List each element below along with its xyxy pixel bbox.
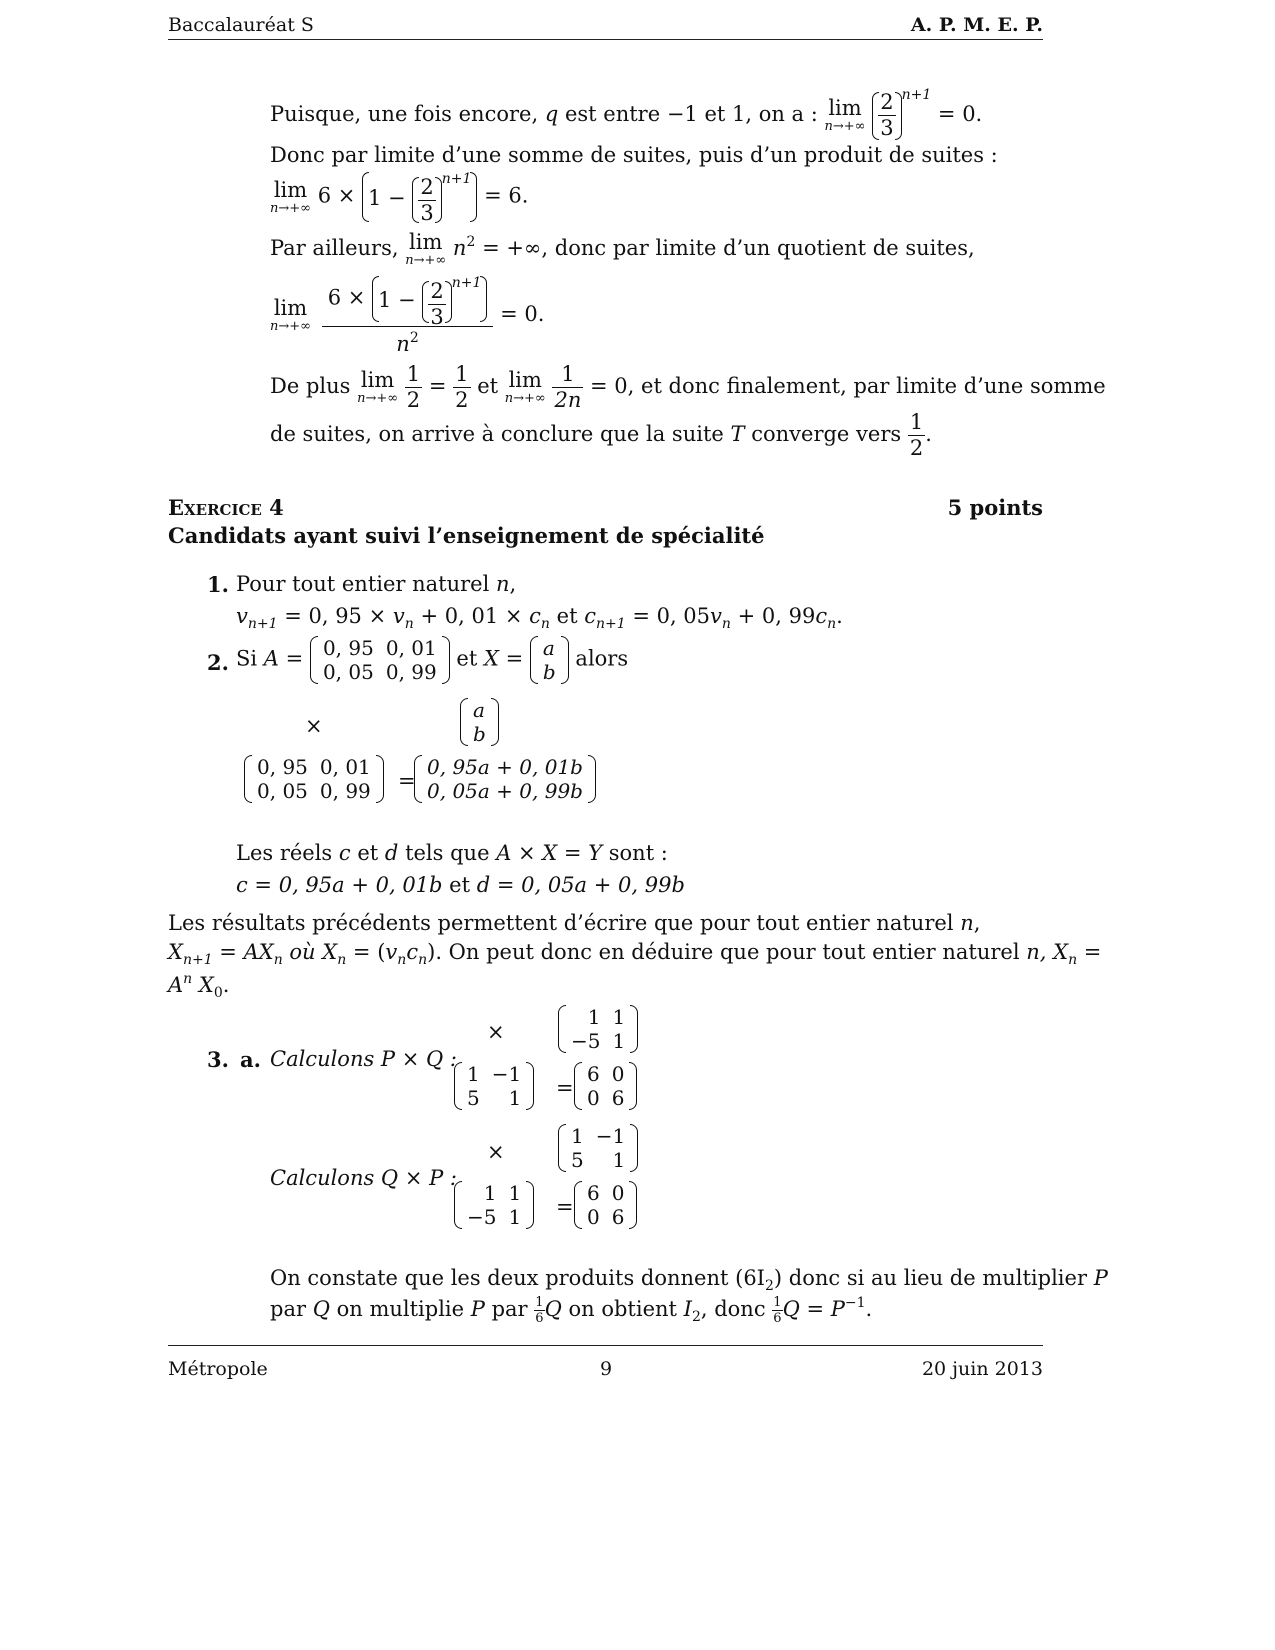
sum-product-line: Donc par limite d’une somme de suites, puis d’un produit de suites : (270, 143, 998, 167)
pq-label: Calculons P × Q : (270, 1047, 457, 1071)
vector-X: a b (530, 636, 569, 684)
q3-sub-a: a. (240, 1047, 261, 1072)
summary-line-2: $X_{n+1} = AX_n$ où $X_n = (v_nc_n)$. On peut donc en déduire que pour tout entier naturel n, $X_n$ = (168, 940, 1102, 968)
summary-line-3: $A^n$ $X_0$. (168, 971, 230, 1001)
exercise-subtitle: Candidats ayant suivi l’enseignement de spécialité (168, 523, 765, 548)
qp-label: Calculons Q × P : (270, 1166, 457, 1190)
limit-line-1: Puisque, une fois encore, q est entre −1 et 1, on a : lim n→+∞ $\frac{2}{3}$ $^{n+1}$ = 0. (270, 87, 983, 140)
q3-number: 3. (207, 1047, 229, 1072)
conclusion-line-1: On constate que les deux produits donnent $(6I_2)$ donc si au lieu de multiplier P (270, 1266, 1108, 1294)
qp-result: 6 0 0 6 (574, 1181, 637, 1229)
pq-equals: = (556, 1076, 574, 1100)
pq-matrix-Q: 1 1 −5 1 (558, 1005, 638, 1053)
de-plus-line: De plus lim n→+∞ $\frac{1}{2}$ = $\frac{1}{2}$ et lim n→+∞ $\frac{1}{2n}$ = 0, et donc finalement, par limite d’une somme (270, 362, 1106, 412)
q2-reels-line: Les réels c et d tels que A × X = Y sont : (236, 841, 668, 865)
lim-operator: lim n→+∞ (824, 96, 866, 134)
exercise-points: 5 points (947, 495, 1043, 520)
q2-number: 2. (207, 650, 229, 675)
page-number: 9 (600, 1358, 613, 1380)
header-right: A. P. M. E. P. (910, 14, 1043, 36)
q2-result-matrix: 0, 95a + 0, 01b 0, 05a + 0, 99b (414, 755, 596, 803)
header-rule (168, 39, 1043, 40)
paren-group: $\frac{2}{3}$ (872, 92, 901, 140)
par-ailleurs-line: Par ailleurs, lim n→+∞ $n^2$ = +∞, donc par limite d’un quotient de suites, (270, 230, 975, 268)
matrix-A: 0, 95 0, 01 0, 05 0, 99 (310, 636, 450, 684)
summary-line-1: Les résultats précédents permettent d’écrire que pour tout entier naturel n, (168, 911, 981, 935)
quotient-limit: lim n→+∞ 6 × 1 − $\frac{2}{3}$ $^{n+1}$ $n^2$ = 0. (270, 275, 545, 356)
pq-result: 6 0 0 6 (574, 1062, 637, 1110)
qp-matrix-Q: 1 1 −5 1 (454, 1181, 534, 1229)
conclusion-line-2: par Q on multiplie P par $\frac{1}{6}$ Q on obtient $I_2$, donc $\frac{1}{6}$ $Q = P^{-1}$. (270, 1295, 873, 1326)
pq-matrix-P: 1 −1 5 1 (454, 1062, 534, 1110)
footer-left: Métropole (168, 1358, 268, 1380)
q1-relation: $v_{n+1} = 0$, $95 \times v_n + 0$, $01 \times c_n$ et $c_{n+1} = 0$, $05v_n + 0$, $99c_n$. (236, 604, 843, 632)
q2-cd-line: c = 0, 95a + 0, 01b et d = 0, 05a + 0, 99b (236, 873, 685, 897)
exercise-title: Exercice 4 (168, 495, 284, 520)
q1-number: 1. (207, 572, 229, 597)
q2-times: × (305, 714, 323, 738)
pq-times: × (487, 1020, 505, 1044)
qp-matrix-P: 1 −1 5 1 (558, 1124, 638, 1172)
q2-definition: Si A = 0, 95 0, 01 0, 05 0, 99 et X = a b alors (236, 636, 629, 684)
conclusion-line: de suites, on arrive à conclure que la suite T converge vers $\frac{1}{2}$ . (270, 410, 932, 460)
qp-equals: = (556, 1195, 574, 1219)
q2-matrix-left: 0, 95 0, 01 0, 05 0, 99 (244, 755, 384, 803)
header-left: Baccalauréat S (168, 14, 314, 36)
q2-vector-top: a b (460, 698, 499, 746)
footer-right: 20 juin 2013 (921, 1358, 1043, 1380)
limit-line-3: lim n→+∞ 6 × 1 − $\frac{2}{3}$ $^{n+1}$ = 6. (270, 171, 529, 225)
q2-equals: = (398, 769, 416, 793)
qp-times: × (487, 1140, 505, 1164)
footer-rule (168, 1345, 1043, 1346)
q1-text: Pour tout entier naturel n, (236, 572, 517, 596)
